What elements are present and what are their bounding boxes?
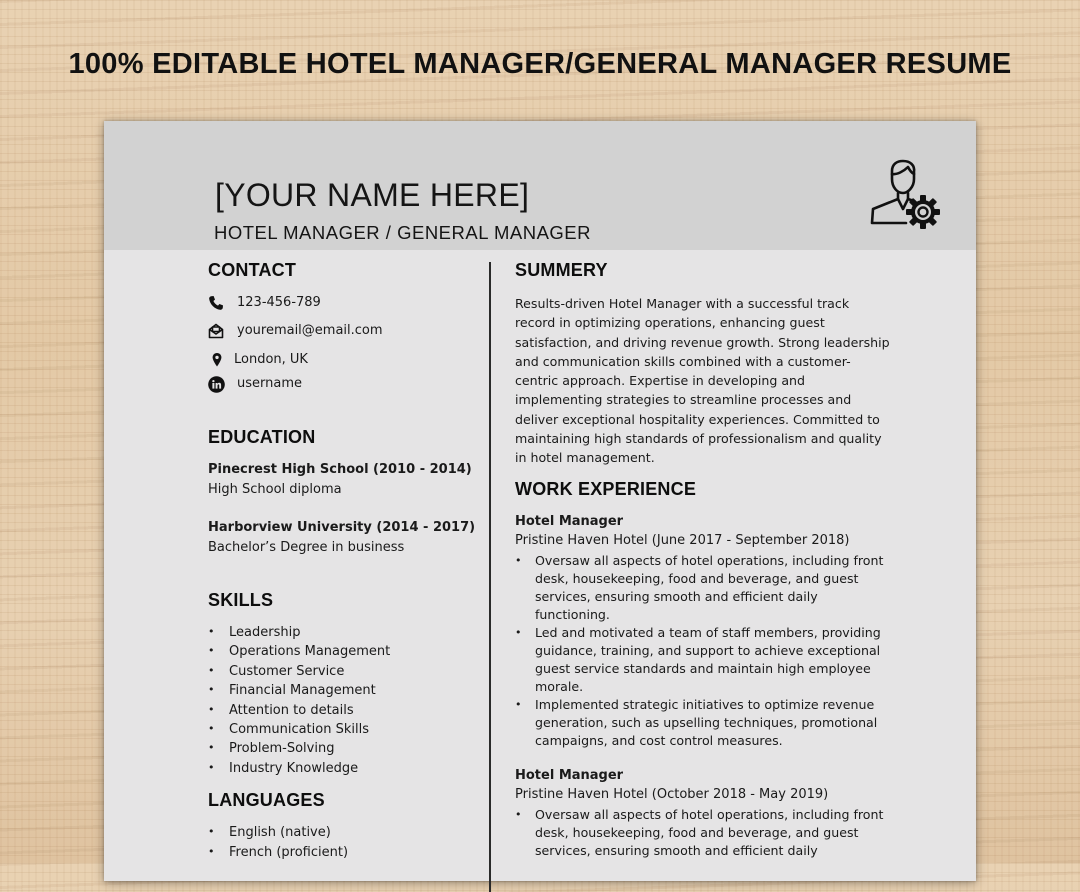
education-degree-2: Bachelor’s Degree in business (208, 540, 405, 555)
list-item: • Financial Management (208, 683, 390, 702)
job-1-role: Hotel Manager (515, 514, 624, 529)
resume-sheet (104, 121, 976, 881)
candidate-job-title[interactable]: HOTEL MANAGER / GENERAL MANAGER (214, 222, 591, 243)
job-1-bullets (515, 552, 883, 750)
location-pin-icon (211, 352, 223, 368)
phone-number: 123-456-789 (237, 295, 321, 310)
summary-line: implementing strategies to streamline processes and (515, 392, 852, 408)
languages-list (208, 825, 348, 865)
education-heading: EDUCATION (208, 427, 316, 447)
summary-heading: SUMMERY (515, 260, 608, 280)
manager-gear-icon (870, 159, 942, 231)
languages-heading: LANGUAGES (208, 790, 325, 810)
list-item: • Communication Skills (208, 722, 390, 741)
list-item: • English (native) (208, 825, 348, 845)
education-degree-1: High School diploma (208, 482, 342, 497)
list-item: • French (proficient) (208, 845, 348, 865)
list-item: • Problem-Solving (208, 741, 390, 760)
list-item: • Oversaw all aspects of hotel operations, including front desk, housekeeping, food and beverage, and guest services, ensuring smooth and efficient daily (515, 806, 883, 860)
education-school-2: Harborview University (2014 - 2017) (208, 520, 476, 535)
candidate-name[interactable]: [YOUR NAME HERE] (215, 177, 530, 213)
linkedin-username: username (237, 376, 302, 391)
resume-header (104, 121, 976, 250)
summary-line: Results-driven Hotel Manager with a successful track (515, 296, 850, 311)
email-icon (208, 323, 224, 339)
contact-heading: CONTACT (208, 260, 297, 280)
list-item: • Implemented strategic initiatives to optimize revenue generation, such as upselling techniques, promotional campaigns, and cost control measures. (515, 696, 883, 750)
column-divider (489, 262, 491, 892)
summary-line: record in optimizing operations, enhancing guest (515, 315, 825, 331)
list-item: • Operations Management (208, 644, 390, 663)
job-2-company: Pristine Haven Hotel (October 2018 - May 2019) (515, 787, 829, 802)
summary-line: deliver exceptional hospitality experiences. Committed to (515, 411, 880, 427)
page-banner-title: 100% EDITABLE HOTEL MANAGER/GENERAL MANAGER RESUME (68, 48, 1012, 80)
list-item: • Oversaw all aspects of hotel operations, including front desk, housekeeping, food and beverage, and guest services, ensuring smooth and efficient daily functioning. (515, 552, 883, 624)
phone-icon (208, 295, 224, 311)
education-school-1: Pinecrest High School (2010 - 2014) (208, 462, 472, 477)
list-item: • Customer Service (208, 664, 390, 683)
email-address: youremail@email.com (237, 323, 383, 338)
linkedin-icon (208, 376, 225, 393)
list-item: • Led and motivated a team of staff members, providing guidance, training, and support to achieve exceptional guest service standards and maintain high employee morale. (515, 624, 883, 696)
summary-line: maintaining high standards of professionalism and quality (515, 431, 882, 447)
skills-list (208, 625, 390, 780)
list-item: • Leadership (208, 625, 390, 644)
work-experience-heading: WORK EXPERIENCE (515, 479, 697, 499)
summary-line: centric approach. Expertise in developing and (515, 373, 806, 389)
skills-heading: SKILLS (208, 590, 274, 610)
location-text: London, UK (234, 352, 308, 367)
list-item: • Industry Knowledge (208, 761, 390, 780)
job-1-company: Pristine Haven Hotel (June 2017 - September 2018) (515, 533, 850, 548)
job-2-bullets (515, 806, 883, 860)
summary-line: satisfaction, and driving revenue growth. Strong leadership (515, 334, 890, 350)
list-item: • Attention to details (208, 703, 390, 722)
summary-paragraph (515, 294, 890, 468)
summary-line: in hotel management. (515, 450, 655, 466)
job-2-role: Hotel Manager (515, 768, 624, 783)
summary-line: and communication skills combined with a customer- (515, 353, 851, 369)
